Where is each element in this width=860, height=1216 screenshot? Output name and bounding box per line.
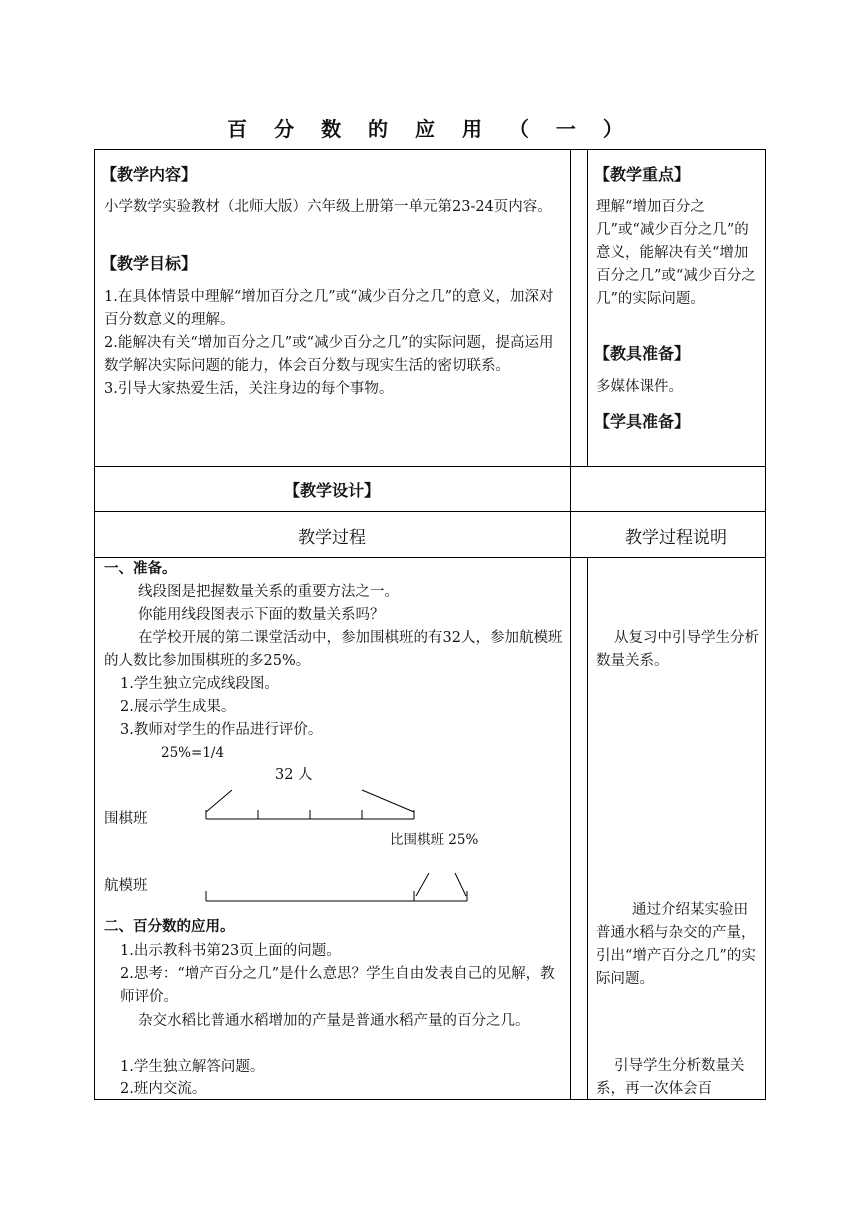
note-item: 从复习中引导学生分析数量关系。 bbox=[596, 630, 759, 669]
section1-step: 2.展示学生成果。 bbox=[120, 699, 236, 715]
focus-heading: 【教学重点】 bbox=[594, 165, 691, 184]
goals-heading: 【教学目标】 bbox=[101, 254, 198, 273]
brace-right bbox=[362, 790, 414, 812]
diagram-row2-label: 航模班 bbox=[104, 878, 148, 894]
table-divider-2 bbox=[94, 511, 766, 512]
brace-left bbox=[206, 790, 232, 812]
section2-para: 杂交水稻比普通水稻增加的产量是普通水稻产量的百分之几。 bbox=[138, 1013, 530, 1029]
table-col-divider-b bbox=[587, 149, 588, 467]
section1-problem: 在学校开展的第二课堂活动中，参加围棋班的有32人，参加航模班的人数比参加围棋班的多25%。 bbox=[104, 630, 563, 669]
table-border-left bbox=[94, 149, 95, 1100]
section2-step: 1.学生独立解答问题。 bbox=[120, 1059, 265, 1075]
section1-title: 一、准备。 bbox=[104, 561, 177, 577]
tools-text: 多媒体课件。 bbox=[596, 379, 683, 395]
brace-extra-left bbox=[416, 873, 429, 896]
table-col-divider-a bbox=[570, 149, 571, 1100]
diagram-ratio: 25%=1/4 bbox=[161, 745, 225, 761]
section1-step: 3.教师对学生的作品进行评价。 bbox=[120, 722, 323, 738]
section2-step: 2.班内交流。 bbox=[120, 1081, 207, 1097]
diagram-row1-label: 围棋班 bbox=[104, 811, 148, 827]
content-heading: 【教学内容】 bbox=[101, 165, 198, 184]
diagram-extra-label: 比围棋班 25% bbox=[390, 832, 479, 848]
section1-step: 1.学生独立完成线段图。 bbox=[120, 676, 279, 692]
brace-extra-right bbox=[455, 873, 466, 896]
note-item: 通过介绍某实验田普通水稻与杂交的产量，引出“增产百分之几”的实际问题。 bbox=[596, 902, 756, 987]
tools-heading: 【教具准备】 bbox=[594, 344, 691, 363]
note-item: 引导学生分析数量关系，再一次体会百 bbox=[596, 1058, 745, 1097]
table-divider-3 bbox=[94, 557, 766, 558]
section1-line: 你能用线段图表示下面的数量关系吗？ bbox=[138, 607, 385, 623]
diagram-top-label: 32 人 bbox=[275, 767, 313, 783]
goal-item: 2.能解决有关“增加百分之几”或“减少百分之几”的实际问题，提高运用数学解决实际问题的能力，体会百分数与现实生活的密切联系。 bbox=[104, 335, 554, 374]
table-border-top bbox=[94, 149, 766, 150]
section2-step: 1.出示教科书第23页上面的问题。 bbox=[120, 943, 341, 959]
table-divider-1 bbox=[94, 466, 766, 467]
table-col-divider-c bbox=[587, 557, 588, 1100]
section1-line: 线段图是把握数量关系的重要方法之一。 bbox=[138, 584, 399, 600]
table-border-right bbox=[765, 149, 766, 1100]
col-notes-header: 教学过程说明 bbox=[625, 528, 727, 548]
student-tools-heading: 【学具准备】 bbox=[594, 412, 691, 431]
design-heading: 【教学设计】 bbox=[283, 481, 380, 500]
goal-item: 3.引导大家热爱生活，关注身边的每个事物。 bbox=[104, 381, 394, 397]
goals-list bbox=[104, 286, 566, 401]
section2-title: 二、百分数的应用。 bbox=[104, 919, 235, 935]
section2-step: 2.思考：“增产百分之几”是什么意思？学生自由发表自己的见解，教师评价。 bbox=[120, 966, 555, 1005]
page-title: 百 分 数 的 应 用 （ 一 ） bbox=[227, 117, 633, 141]
col-process-header: 教学过程 bbox=[298, 528, 366, 548]
focus-text: 理解“增加百分之几”或“减少百分之几”的意义，能解决有关“增加百分之几”或“减少百分之几”的实际问题。 bbox=[596, 199, 756, 307]
goal-item: 1.在具体情景中理解“增加百分之几”或“减少百分之几”的意义，加深对百分数意义的理解。 bbox=[104, 289, 554, 328]
content-text: 小学数学实验教材（北师大版）六年级上册第一单元第23-24页内容。 bbox=[104, 199, 552, 215]
